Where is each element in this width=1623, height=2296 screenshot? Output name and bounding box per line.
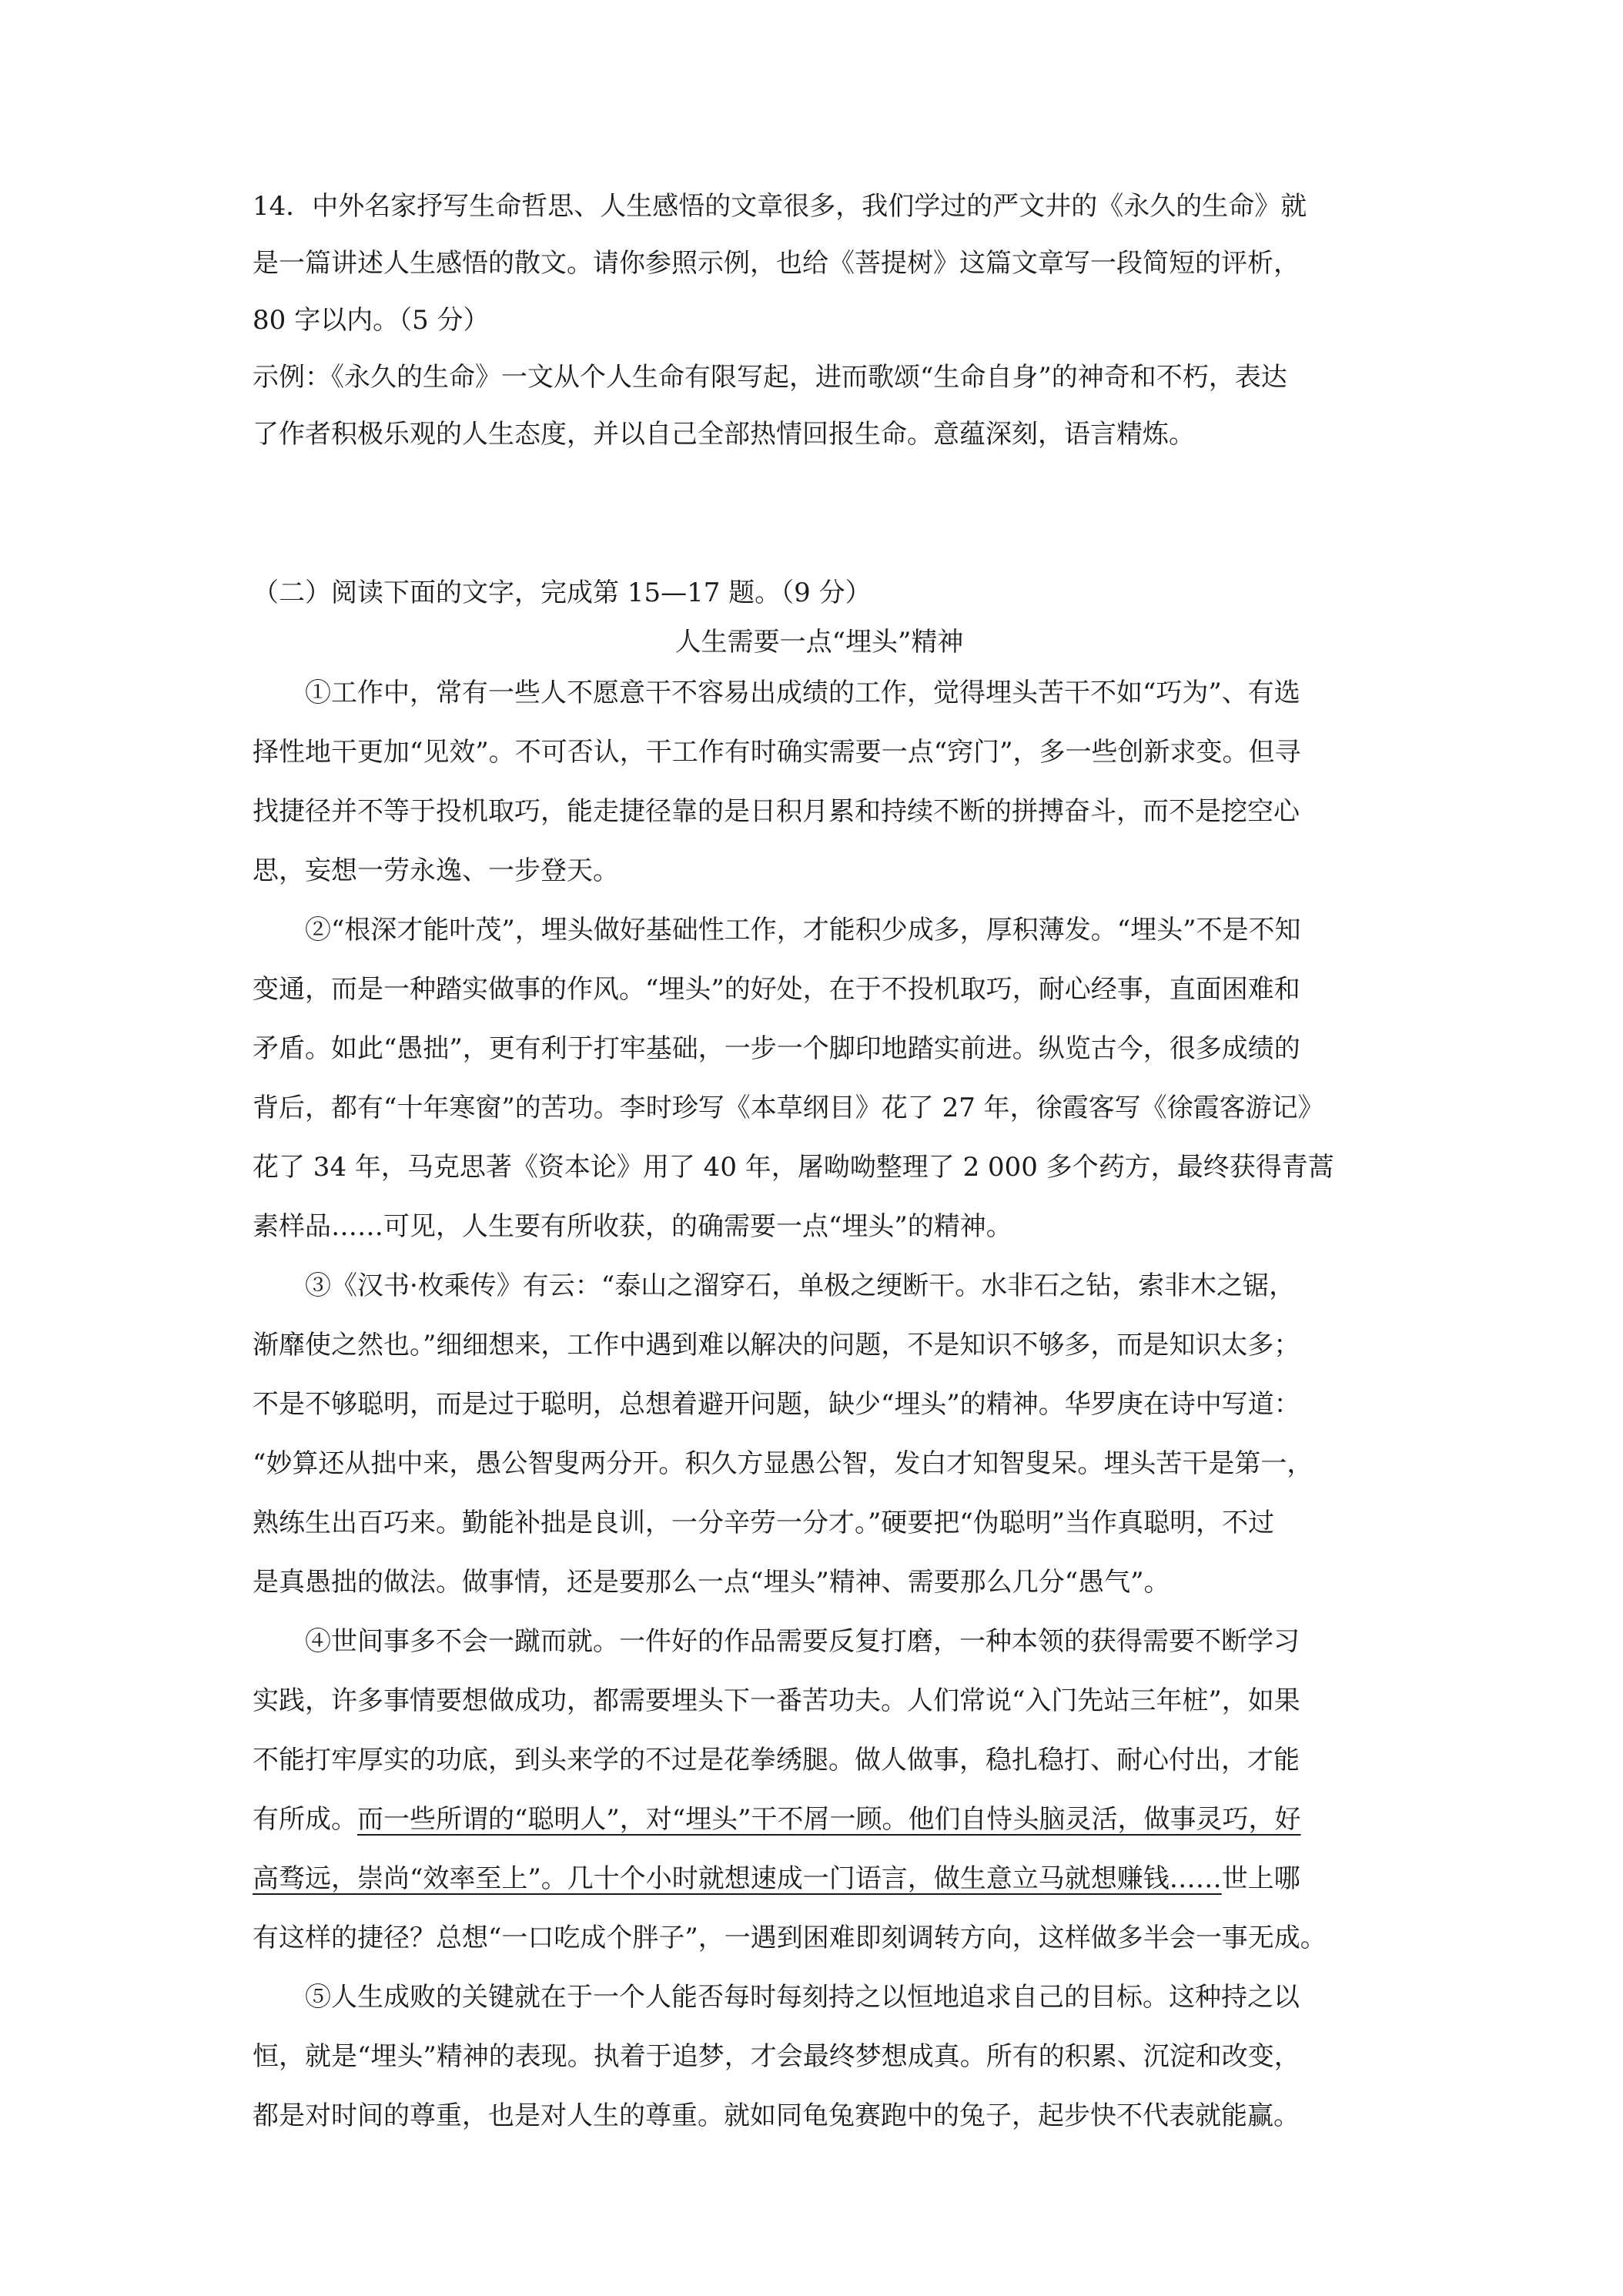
question-14-line: 是一篇讲述人生感悟的散文。请你参照示例，也给《菩提树》这篇文章写一段简短的评析， <box>253 248 1300 279</box>
paragraph-text: 有所成。 <box>253 1804 357 1835</box>
paragraph-line: 矛盾。如此“愚拙”，更有利于打牢基础，一步一个脚印地踏实前进。纵览古今，很多成绩的 <box>253 1033 1300 1064</box>
paragraph-line: 花了 34 年，马克思著《资本论》用了 40 年，屠呦呦整理了 2 000 多个药方，最终获得青蒿 <box>253 1152 1334 1183</box>
paragraph-line: 熟练生出百巧来。勤能补拙是良训，一分辛劳一分才。”硬要把“伪聪明”当作真聪明，不过 <box>253 1508 1275 1538</box>
question-14-example-line: 了作者积极乐观的人生态度，并以自己全部热情回报生命。意蕴深刻，语言精炼。 <box>253 419 1195 450</box>
paragraph-line: 渐靡使之然也。”细细想来，工作中遇到难以解决的问题，不是知识不够多，而是知识太多； <box>253 1330 1300 1361</box>
underlined-sentence: 高骛远，崇尚“效率至上”。几十个小时就想速成一门语言，做生意立马就想赚钱…… <box>253 1863 1222 1894</box>
paragraph-line: 不是不够聪明，而是过于聪明，总想着避开问题，缺少“埋头”的精神。华罗庚在诗中写道： <box>253 1389 1300 1420</box>
paragraph-line: ③《汉书·枚乘传》有云：“泰山之溜穿石，单极之绠断干。水非石之钻，索非木之锯， <box>305 1270 1296 1301</box>
paragraph-line: 思，妄想一劳永逸、一步登天。 <box>253 855 619 886</box>
paragraph-line: 找捷径并不等于投机取巧，能走捷径靠的是日积月累和持续不断的拼搏奋斗，而不是挖空心 <box>253 796 1300 827</box>
underlined-sentence: 而一些所谓的“聪明人”，对“埋头”干不屑一顾。他们自恃头脑灵活，做事灵巧，好 <box>357 1804 1301 1835</box>
paragraph-line: 不能打牢厚实的功底，到头来学的不过是花拳绣腿。做人做事，稳扎稳打、耐心付出，才能 <box>253 1745 1300 1776</box>
paragraph-line: ①工作中，常有一些人不愿意干不容易出成绩的工作，觉得埋头苦干不如“巧为”、有选 <box>305 678 1300 708</box>
paragraph-line: 有这样的捷径？总想“一口吃成个胖子”，一遇到困难即刻调转方向，这样做多半会一事无成。 <box>253 1923 1327 1953</box>
paragraph-line: ④世间事多不会一蹴而就。一件好的作品需要反复打磨，一种本领的获得需要不断学习 <box>305 1626 1300 1657</box>
question-14-line: 14．中外名家抒写生命哲思、人生感悟的文章很多，我们学过的严文井的《永久的生命》就 <box>253 191 1307 222</box>
paragraph-text: 世上哪 <box>1221 1863 1300 1894</box>
paragraph-line: 择性地干更加“见效”。不可否认，干工作有时确实需要一点“窍门”，多一些创新求变。但寻 <box>253 737 1301 768</box>
question-14 <box>253 185 1386 456</box>
document-page <box>253 185 1386 2154</box>
paragraph-5 <box>253 1976 1386 2137</box>
article-body <box>253 671 1386 2137</box>
paragraph-3 <box>253 1264 1386 1604</box>
paragraph-line: “妙算还从拙中来，愚公智叟两分开。积久方显愚公智，发白才知智叟呆。埋头苦干是第一， <box>253 1448 1313 1479</box>
paragraph-1 <box>253 671 1386 892</box>
paragraph-line: 实践，许多事情要想做成功，都需要埋头下一番苦功夫。人们常说“入门先站三年桩”，如果 <box>253 1685 1300 1716</box>
section-2-heading: （二）阅读下面的文字，完成第 15—17 题。（9 分） <box>253 577 872 608</box>
paragraph-line: ⑤人生成败的关键就在于一个人能否每时每刻持之以恒地追求自己的目标。这种持之以 <box>305 1982 1300 2013</box>
paragraph-4 <box>253 1620 1386 1960</box>
paragraph-line: 都是对时间的尊重，也是对人生的尊重。就如同龟兔赛跑中的兔子，起步快不代表就能赢。 <box>253 2100 1300 2131</box>
question-14-example-line: 示例：《永久的生命》一文从个人生命有限写起，进而歌颂“生命自身”的神奇和不朽，表达 <box>253 362 1287 393</box>
paragraph-line: ②“根深才能叶茂”，埋头做好基础性工作，才能积少成多，厚积薄发。“埋头”不是不知 <box>305 915 1301 946</box>
paragraph-line: 变通，而是一种踏实做事的作风。“埋头”的好处，在于不投机取巧，耐心经事，直面困难和 <box>253 974 1300 1005</box>
question-14-line: 80 字以内。（5 分） <box>253 305 490 336</box>
paragraph-line: 是真愚拙的做法。做事情，还是要那么一点“埋头”精神、需要那么几分“愚气”。 <box>253 1567 1170 1598</box>
paragraph-line <box>253 1857 1386 1900</box>
paragraph-2 <box>253 909 1386 1248</box>
paragraph-line: 恒，就是“埋头”精神的表现。执着于追梦，才会最终梦想成真。所有的积累、沉淀和改变， <box>253 2041 1300 2072</box>
paragraph-line: 素样品……可见，人生要有所收获，的确需要一点“埋头”的精神。 <box>253 1211 1012 1242</box>
article-title: 人生需要一点“埋头”精神 <box>674 627 964 658</box>
paragraph-line <box>253 1798 1386 1841</box>
paragraph-line: 背后，都有“十年寒窗”的苦功。李时珍写《本草纲目》花了 27 年，徐霞客写《徐霞客游记》 <box>253 1093 1324 1123</box>
